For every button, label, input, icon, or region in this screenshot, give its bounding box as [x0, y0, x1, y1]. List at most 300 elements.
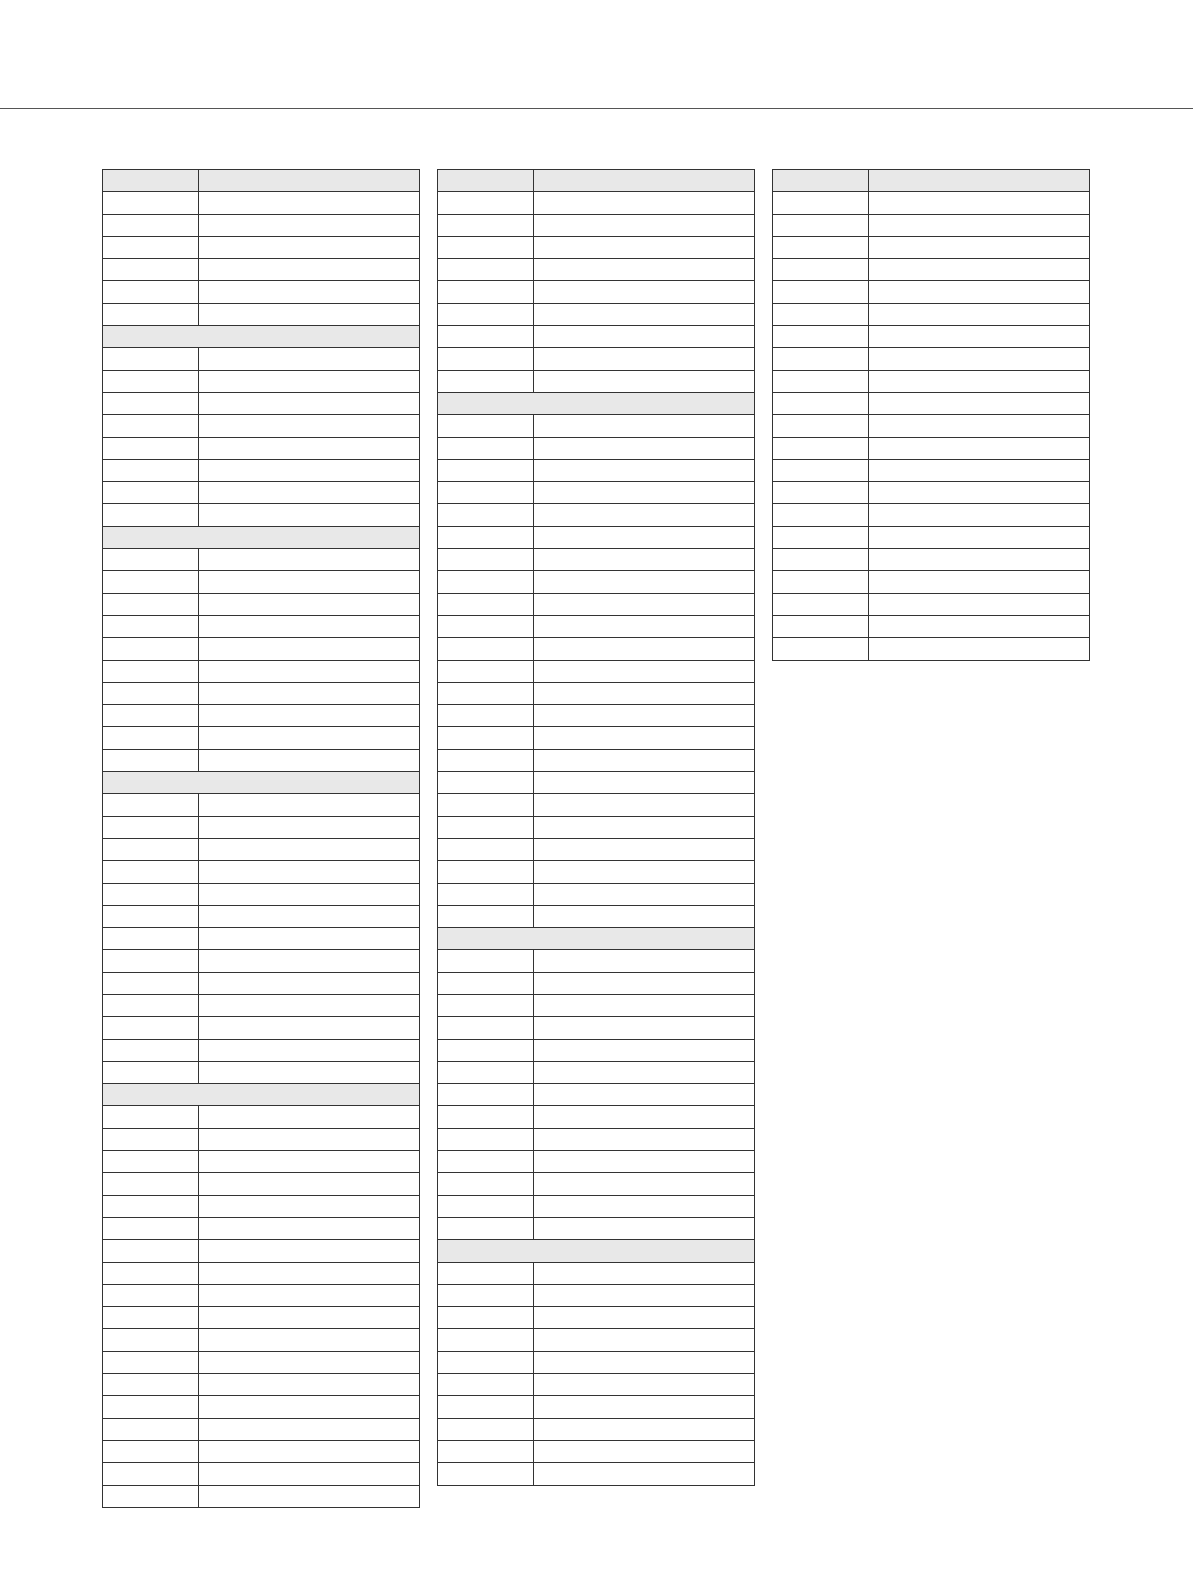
- table-row: [103, 1329, 420, 1351]
- table-row: [438, 1307, 755, 1329]
- cell-key: [438, 348, 534, 370]
- cell-value: [869, 549, 1090, 571]
- cell-value: [534, 1262, 755, 1284]
- cell-value: [534, 972, 755, 994]
- cell-value: [534, 1128, 755, 1150]
- cell-value: [199, 504, 420, 526]
- cell-key: [103, 482, 199, 504]
- cell-value: [534, 348, 755, 370]
- section-header-cell: [103, 326, 420, 348]
- table-row: [103, 838, 420, 860]
- section-header-row: [103, 526, 420, 548]
- table-row: [103, 1485, 420, 1507]
- cell-value: [869, 192, 1090, 214]
- cell-key: [103, 1440, 199, 1462]
- cell-value: [869, 392, 1090, 414]
- cell-key: [103, 1485, 199, 1507]
- table-row: [438, 615, 755, 637]
- cell-key: [438, 727, 534, 749]
- cell-key: [103, 437, 199, 459]
- cell-value: [199, 1217, 420, 1239]
- cell-value: [199, 392, 420, 414]
- cell-key: [438, 437, 534, 459]
- cell-key: [103, 638, 199, 660]
- cell-value: [534, 370, 755, 392]
- table-row: [438, 727, 755, 749]
- cell-value: [534, 326, 755, 348]
- cell-key: [103, 1262, 199, 1284]
- cell-key: [103, 1463, 199, 1485]
- cell-key: [773, 192, 869, 214]
- cell-key: [103, 236, 199, 258]
- cell-key: [438, 972, 534, 994]
- cell-value: [199, 1017, 420, 1039]
- cell-value: [199, 593, 420, 615]
- cell-key: [438, 170, 534, 192]
- cell-key: [438, 236, 534, 258]
- cell-value: [534, 1351, 755, 1373]
- table-row: [438, 1396, 755, 1418]
- cell-value: [869, 459, 1090, 481]
- table-row: [103, 615, 420, 637]
- table-row: [438, 1061, 755, 1083]
- table-row: [773, 281, 1090, 303]
- cell-value: [534, 1307, 755, 1329]
- table-row: [438, 994, 755, 1016]
- cell-value: [199, 883, 420, 905]
- cell-value: [534, 1396, 755, 1418]
- cell-key: [103, 459, 199, 481]
- cell-value: [199, 972, 420, 994]
- cell-value: [199, 1485, 420, 1507]
- cell-value: [869, 526, 1090, 548]
- cell-value: [534, 861, 755, 883]
- cell-value: [199, 1284, 420, 1306]
- cell-key: [438, 1217, 534, 1239]
- table-row: [103, 1284, 420, 1306]
- table-row: [773, 571, 1090, 593]
- cell-value: [869, 303, 1090, 325]
- top-rule: [0, 108, 1193, 109]
- table-row: [103, 1061, 420, 1083]
- cell-key: [438, 772, 534, 794]
- cell-value: [534, 437, 755, 459]
- cell-key: [103, 1106, 199, 1128]
- table-row: [773, 348, 1090, 370]
- cell-key: [438, 1418, 534, 1440]
- table-row: [438, 1329, 755, 1351]
- cell-key: [103, 370, 199, 392]
- cell-key: [773, 236, 869, 258]
- cell-key: [438, 1463, 534, 1485]
- cell-value: [199, 214, 420, 236]
- table-row: [438, 593, 755, 615]
- table-row: [438, 972, 755, 994]
- cell-key: [103, 682, 199, 704]
- table-row: [103, 1240, 420, 1262]
- cell-value: [534, 1284, 755, 1306]
- table-row: [103, 1463, 420, 1485]
- cell-value: [534, 749, 755, 771]
- cell-value: [869, 482, 1090, 504]
- table-row: [773, 392, 1090, 414]
- table-row: [103, 392, 420, 414]
- cell-value: [869, 415, 1090, 437]
- table-row: [438, 236, 755, 258]
- table-row: [438, 905, 755, 927]
- table-row: [438, 459, 755, 481]
- cell-key: [438, 549, 534, 571]
- cell-key: [773, 615, 869, 637]
- cell-value: [534, 772, 755, 794]
- section-header-cell: [103, 772, 420, 794]
- cell-value: [199, 1307, 420, 1329]
- table-row: [773, 482, 1090, 504]
- cell-key: [773, 638, 869, 660]
- table-row: [438, 370, 755, 392]
- cell-value: [199, 1061, 420, 1083]
- table-row: [438, 1084, 755, 1106]
- table-row: [773, 459, 1090, 481]
- cell-key: [438, 415, 534, 437]
- table-row: [103, 482, 420, 504]
- cell-key: [103, 1396, 199, 1418]
- cell-key: [438, 1351, 534, 1373]
- cell-value: [534, 816, 755, 838]
- cell-value: [199, 1262, 420, 1284]
- cell-value: [199, 1195, 420, 1217]
- table-row: [103, 348, 420, 370]
- table-row: [773, 370, 1090, 392]
- cell-key: [438, 192, 534, 214]
- cell-key: [103, 303, 199, 325]
- section-header-row: [103, 772, 420, 794]
- cell-value: [869, 326, 1090, 348]
- cell-value: [534, 482, 755, 504]
- cell-key: [438, 660, 534, 682]
- cell-key: [773, 326, 869, 348]
- cell-key: [103, 192, 199, 214]
- cell-key: [103, 1240, 199, 1262]
- cell-key: [103, 1307, 199, 1329]
- cell-value: [199, 1351, 420, 1373]
- table-row: [103, 1440, 420, 1462]
- cell-key: [773, 392, 869, 414]
- cell-key: [438, 303, 534, 325]
- cell-key: [103, 727, 199, 749]
- table-row: [773, 593, 1090, 615]
- table-row: [103, 727, 420, 749]
- cell-value: [534, 281, 755, 303]
- cell-key: [103, 838, 199, 860]
- cell-key: [103, 1017, 199, 1039]
- table-row: [773, 214, 1090, 236]
- cell-value: [869, 281, 1090, 303]
- table-row: [438, 303, 755, 325]
- cell-key: [103, 1151, 199, 1173]
- cell-value: [199, 281, 420, 303]
- cell-key: [773, 348, 869, 370]
- section-header-cell: [103, 1084, 420, 1106]
- table-row: [103, 749, 420, 771]
- cell-value: [199, 348, 420, 370]
- cell-value: [199, 1039, 420, 1061]
- cell-value: [534, 1039, 755, 1061]
- cell-key: [438, 861, 534, 883]
- table-row: [438, 1195, 755, 1217]
- table-row: [103, 1217, 420, 1239]
- cell-key: [438, 883, 534, 905]
- cell-value: [534, 214, 755, 236]
- table-row: [773, 504, 1090, 526]
- cell-key: [103, 883, 199, 905]
- cell-key: [438, 1017, 534, 1039]
- table-row: [438, 1017, 755, 1039]
- cell-value: [534, 459, 755, 481]
- table-row: [773, 549, 1090, 571]
- table-row: [438, 415, 755, 437]
- table-row: [438, 749, 755, 771]
- cell-value: [534, 950, 755, 972]
- cell-key: [438, 1440, 534, 1462]
- cell-key: [103, 1351, 199, 1373]
- cell-key: [773, 259, 869, 281]
- table-row: [438, 437, 755, 459]
- cell-value: [199, 994, 420, 1016]
- table-row: [103, 437, 420, 459]
- table-row: [438, 794, 755, 816]
- cell-value: [199, 638, 420, 660]
- cell-key: [103, 259, 199, 281]
- section-header-cell: [103, 526, 420, 548]
- cell-value: [534, 303, 755, 325]
- cell-value: [869, 170, 1090, 192]
- table-row: [103, 571, 420, 593]
- cell-key: [773, 303, 869, 325]
- cell-key: [438, 1151, 534, 1173]
- table-row: [773, 303, 1090, 325]
- cell-value: [199, 660, 420, 682]
- cell-value: [534, 1217, 755, 1239]
- cell-value: [869, 571, 1090, 593]
- table-row: [103, 705, 420, 727]
- cell-key: [438, 482, 534, 504]
- cell-value: [199, 838, 420, 860]
- cell-value: [199, 571, 420, 593]
- cell-key: [103, 749, 199, 771]
- cell-value: [534, 571, 755, 593]
- table-row: [103, 928, 420, 950]
- cell-key: [103, 928, 199, 950]
- table-row: [438, 1106, 755, 1128]
- table-row: [103, 1307, 420, 1329]
- cell-key: [438, 1128, 534, 1150]
- table-row: [103, 1039, 420, 1061]
- cell-value: [534, 1463, 755, 1485]
- table-row: [438, 950, 755, 972]
- cell-value: [199, 459, 420, 481]
- cell-value: [534, 1061, 755, 1083]
- cell-key: [438, 1061, 534, 1083]
- cell-value: [534, 638, 755, 660]
- cell-value: [869, 236, 1090, 258]
- cell-key: [438, 1396, 534, 1418]
- cell-key: [438, 593, 534, 615]
- cell-key: [103, 861, 199, 883]
- cell-key: [103, 392, 199, 414]
- table-row: [103, 415, 420, 437]
- cell-key: [103, 705, 199, 727]
- cell-value: [199, 437, 420, 459]
- cell-key: [438, 838, 534, 860]
- table-row: [438, 1039, 755, 1061]
- cell-value: [199, 905, 420, 927]
- cell-key: [773, 415, 869, 437]
- cell-value: [199, 482, 420, 504]
- table-row: [438, 1217, 755, 1239]
- cell-value: [534, 1084, 755, 1106]
- table-row: [103, 549, 420, 571]
- cell-key: [103, 571, 199, 593]
- cell-key: [438, 526, 534, 548]
- table-row: [103, 950, 420, 972]
- table-row: [438, 638, 755, 660]
- cell-key: [773, 593, 869, 615]
- cell-value: [199, 303, 420, 325]
- cell-value: [199, 259, 420, 281]
- cell-key: [103, 660, 199, 682]
- table-header-row: [438, 170, 755, 192]
- table-row: [103, 1418, 420, 1440]
- cell-key: [438, 1195, 534, 1217]
- table-row: [103, 1396, 420, 1418]
- table-row: [103, 1128, 420, 1150]
- cell-value: [534, 660, 755, 682]
- cell-value: [534, 526, 755, 548]
- cell-value: [869, 214, 1090, 236]
- table-row: [773, 259, 1090, 281]
- cell-value: [199, 928, 420, 950]
- cell-value: [199, 370, 420, 392]
- table-middle: [437, 169, 755, 1486]
- cell-value: [199, 705, 420, 727]
- table-row: [438, 1128, 755, 1150]
- cell-key: [103, 1217, 199, 1239]
- cell-value: [534, 705, 755, 727]
- cell-value: [534, 994, 755, 1016]
- section-header-cell: [438, 392, 755, 414]
- cell-value: [199, 549, 420, 571]
- table-row: [438, 281, 755, 303]
- table-header-row: [103, 170, 420, 192]
- table-row: [438, 348, 755, 370]
- cell-value: [869, 259, 1090, 281]
- table-row: [773, 415, 1090, 437]
- cell-value: [534, 236, 755, 258]
- cell-key: [438, 1307, 534, 1329]
- table-row: [103, 794, 420, 816]
- cell-value: [199, 1396, 420, 1418]
- cell-key: [103, 905, 199, 927]
- table-row: [103, 504, 420, 526]
- table-row: [438, 772, 755, 794]
- cell-value: [534, 170, 755, 192]
- cell-value: [199, 1440, 420, 1462]
- table-row: [773, 326, 1090, 348]
- cell-key: [773, 170, 869, 192]
- cell-value: [534, 549, 755, 571]
- cell-value: [199, 236, 420, 258]
- cell-key: [103, 214, 199, 236]
- table-row: [438, 571, 755, 593]
- table-row: [103, 593, 420, 615]
- cell-value: [534, 615, 755, 637]
- cell-value: [199, 1329, 420, 1351]
- table-row: [103, 1106, 420, 1128]
- table-right: [772, 169, 1090, 661]
- cell-key: [103, 615, 199, 637]
- cell-key: [103, 504, 199, 526]
- cell-value: [534, 415, 755, 437]
- table-row: [438, 549, 755, 571]
- cell-key: [103, 972, 199, 994]
- table-row: [103, 816, 420, 838]
- table-row: [103, 370, 420, 392]
- cell-key: [438, 459, 534, 481]
- table-row: [438, 259, 755, 281]
- cell-key: [438, 638, 534, 660]
- table-row: [103, 1173, 420, 1195]
- cell-key: [438, 370, 534, 392]
- cell-key: [773, 459, 869, 481]
- cell-value: [534, 1418, 755, 1440]
- cell-key: [103, 950, 199, 972]
- cell-value: [534, 1195, 755, 1217]
- cell-value: [199, 1418, 420, 1440]
- cell-value: [534, 838, 755, 860]
- cell-key: [773, 214, 869, 236]
- table-row: [438, 705, 755, 727]
- cell-key: [773, 370, 869, 392]
- cell-key: [438, 1329, 534, 1351]
- cell-key: [438, 259, 534, 281]
- cell-key: [103, 549, 199, 571]
- cell-value: [534, 883, 755, 905]
- section-header-row: [103, 326, 420, 348]
- table-row: [103, 459, 420, 481]
- cell-key: [438, 571, 534, 593]
- table-row: [438, 838, 755, 860]
- table-row: [103, 281, 420, 303]
- cell-value: [199, 1240, 420, 1262]
- cell-key: [103, 1061, 199, 1083]
- section-header-row: [103, 1084, 420, 1106]
- cell-key: [773, 549, 869, 571]
- cell-key: [103, 794, 199, 816]
- cell-value: [534, 1329, 755, 1351]
- cell-value: [199, 192, 420, 214]
- cell-key: [438, 214, 534, 236]
- cell-value: [199, 794, 420, 816]
- table-row: [438, 192, 755, 214]
- table-row: [103, 682, 420, 704]
- cell-key: [438, 682, 534, 704]
- table-row: [103, 1195, 420, 1217]
- cell-value: [199, 1173, 420, 1195]
- table-row: [438, 326, 755, 348]
- cell-key: [438, 615, 534, 637]
- table-row: [438, 1463, 755, 1485]
